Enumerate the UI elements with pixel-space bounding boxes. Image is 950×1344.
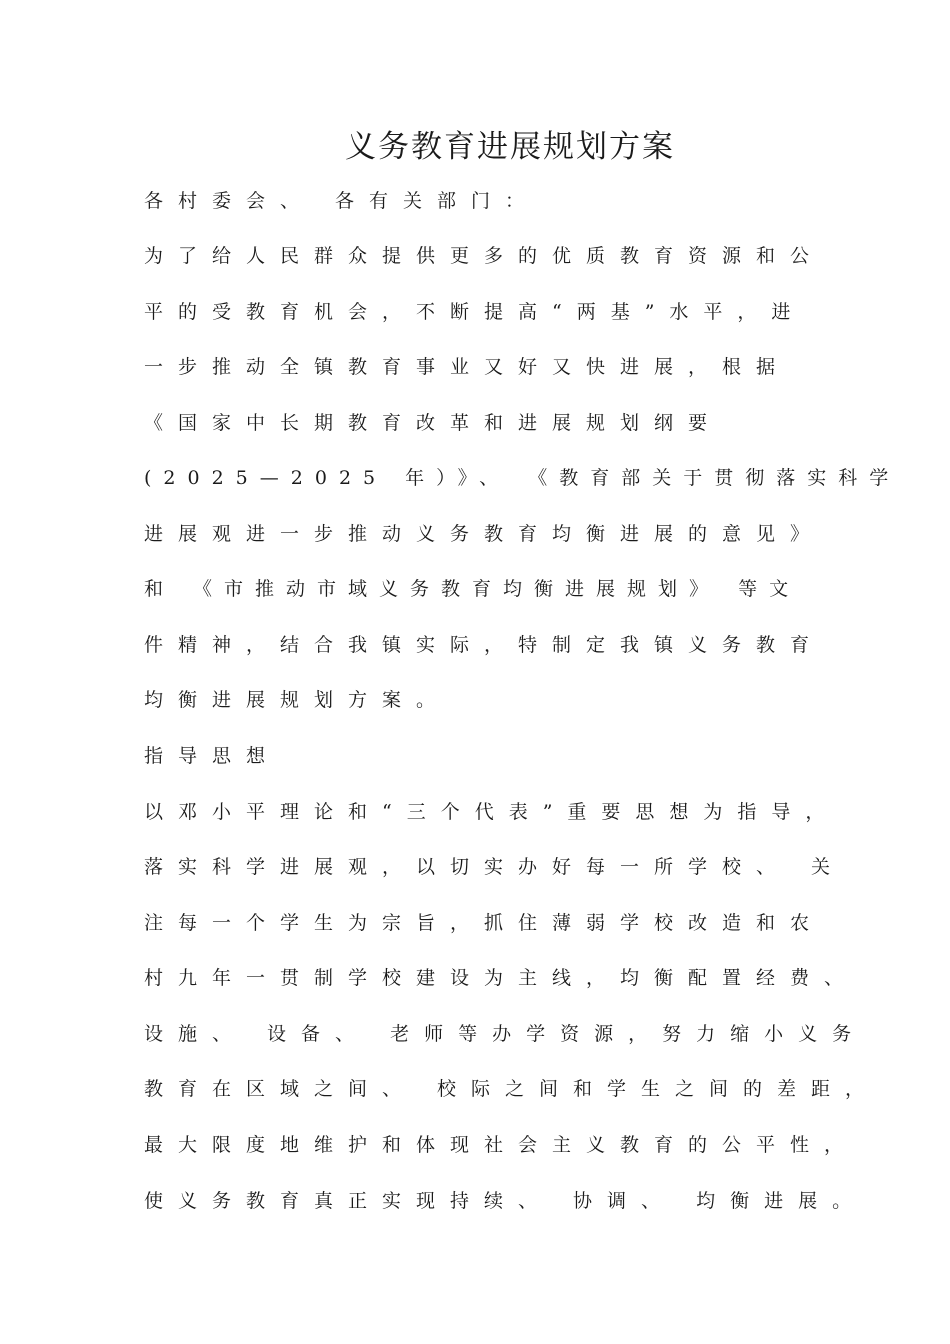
intro-line: 和 《市推动市域义务教育均衡进展规划》 等文: [144, 578, 801, 600]
intro-line: 件精神，结合我镇实际，特制定我镇义务教育: [144, 634, 825, 656]
intro-line: 《国家中长期教育改革和进展规划纲要: [144, 412, 723, 434]
section-line: 最大限度地维护和体现社会主义教育的公平性，: [144, 1134, 859, 1156]
intro-line: 进展观进一步推动义务教育均衡进展的意见》: [144, 523, 825, 545]
section-heading: 指导思想: [144, 745, 281, 767]
document-title: 义务教育进展规划方案: [345, 129, 675, 165]
intro-line: 一步推动全镇教育事业又好又快进展，根据: [144, 356, 791, 378]
section-line: 村九年一贯制学校建设为主线，均衡配置经费、: [144, 967, 859, 989]
intro-line: 平的受教育机会，不断提高“两基”水平，进: [144, 301, 806, 323]
section-line: 使义务教育真正实现持续、 协调、 均衡进展。: [144, 1190, 867, 1212]
intro-line: 为了给人民群众提供更多的优质教育资源和公: [144, 245, 825, 267]
section-line: 注每一个学生为宗旨，抓住薄弱学校改造和农: [144, 912, 825, 934]
section-line: 教育在区域之间、 校际之间和学生之间的差距，: [144, 1078, 880, 1100]
section-line: 以邓小平理论和“三个代表”重要思想为指导，: [144, 801, 840, 823]
section-line: 落实科学进展观，以切实办好每一所学校、 关: [144, 856, 846, 878]
salutation: 各村委会、 各有关部门：: [144, 190, 540, 212]
intro-line: (2025—2025 年）》、 《教育部关于贯彻落实科学: [144, 467, 901, 489]
section-line: 设施、 设备、 老师等办学资源，努力缩小义务: [144, 1023, 867, 1045]
intro-line: 均衡进展规划方案。: [144, 689, 451, 711]
